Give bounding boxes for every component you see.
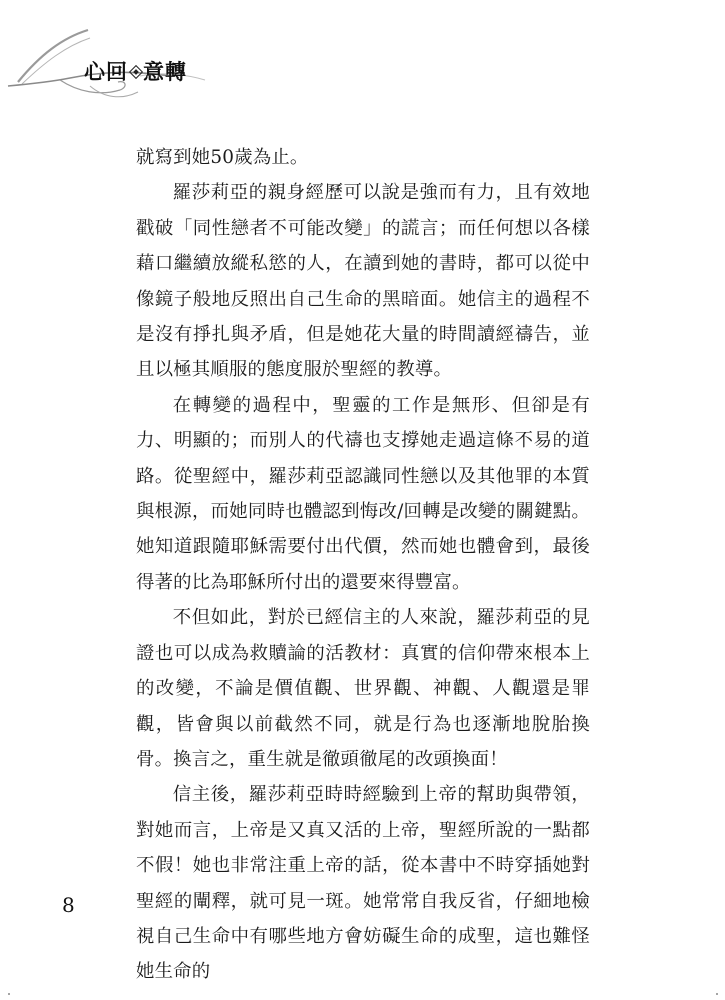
book-title-part1: 心回 [84,59,128,84]
body-text [136,140,590,990]
running-header [0,0,725,110]
page-number: 8 [62,893,75,917]
paragraph: 在轉變的過程中，聖靈的工作是無形、但卻是有力、明顯的；而別人的代禱也支撐她走過這條不易的道路。從聖經中，羅莎莉亞認識同性戀以及其他罪的本質與根源，而她同時也體認到悔改/回轉是改變的關鍵點。她知道跟隨耶穌需要付出代價，然而她也體會到，最後得著的比為耶穌所付出的還要來得豐富。 [136,394,590,593]
book-title-part2: 意轉 [143,59,187,84]
print-mark [8,993,10,995]
print-mark [716,993,718,995]
book-title [84,56,187,86]
paragraph: 信主後，羅莎莉亞時時經驗到上帝的幫助與帶領，對她而言，上帝是又真又活的上帝，聖經所說的一點都不假！她也非常注重上帝的話，從本書中不時穿插她對聖經的闡釋，就可見一斑。她常常自我反省，仔細地檢視自己生命中有哪些地方會妨礙生命的成聖，這也難怪她生命的 [136,784,590,983]
decorative-swoosh-icon [0,0,260,110]
paragraph: 羅莎莉亞的親身經歷可以說是強而有力，且有效地戳破「同性戀者不可能改變」的謊言；而任何想以各樣藉口繼續放縱私慾的人，在讀到她的書時，都可以從中像鏡子般地反照出自己生命的黑暗面。她信主的過程不是沒有掙扎與矛盾，但是她花大量的時間讀經禱告，並且以極其順服的態度服於聖經的教導。 [136,182,590,381]
diamond-ornament-icon [130,66,141,77]
paragraph: 不但如此，對於已經信主的人來說，羅莎莉亞的見證也可以成為救贖論的活教材：真實的信仰帶來根本上的改變，不論是價值觀、世界觀、神觀、人觀還是罪觀，皆會與以前截然不同，就是行為也逐漸地脫胎換骨。換言之，重生就是徹頭徹尾的改頭換面！ [136,607,590,770]
paragraph-continuation: 就寫到她50歲為止。 [136,147,309,168]
